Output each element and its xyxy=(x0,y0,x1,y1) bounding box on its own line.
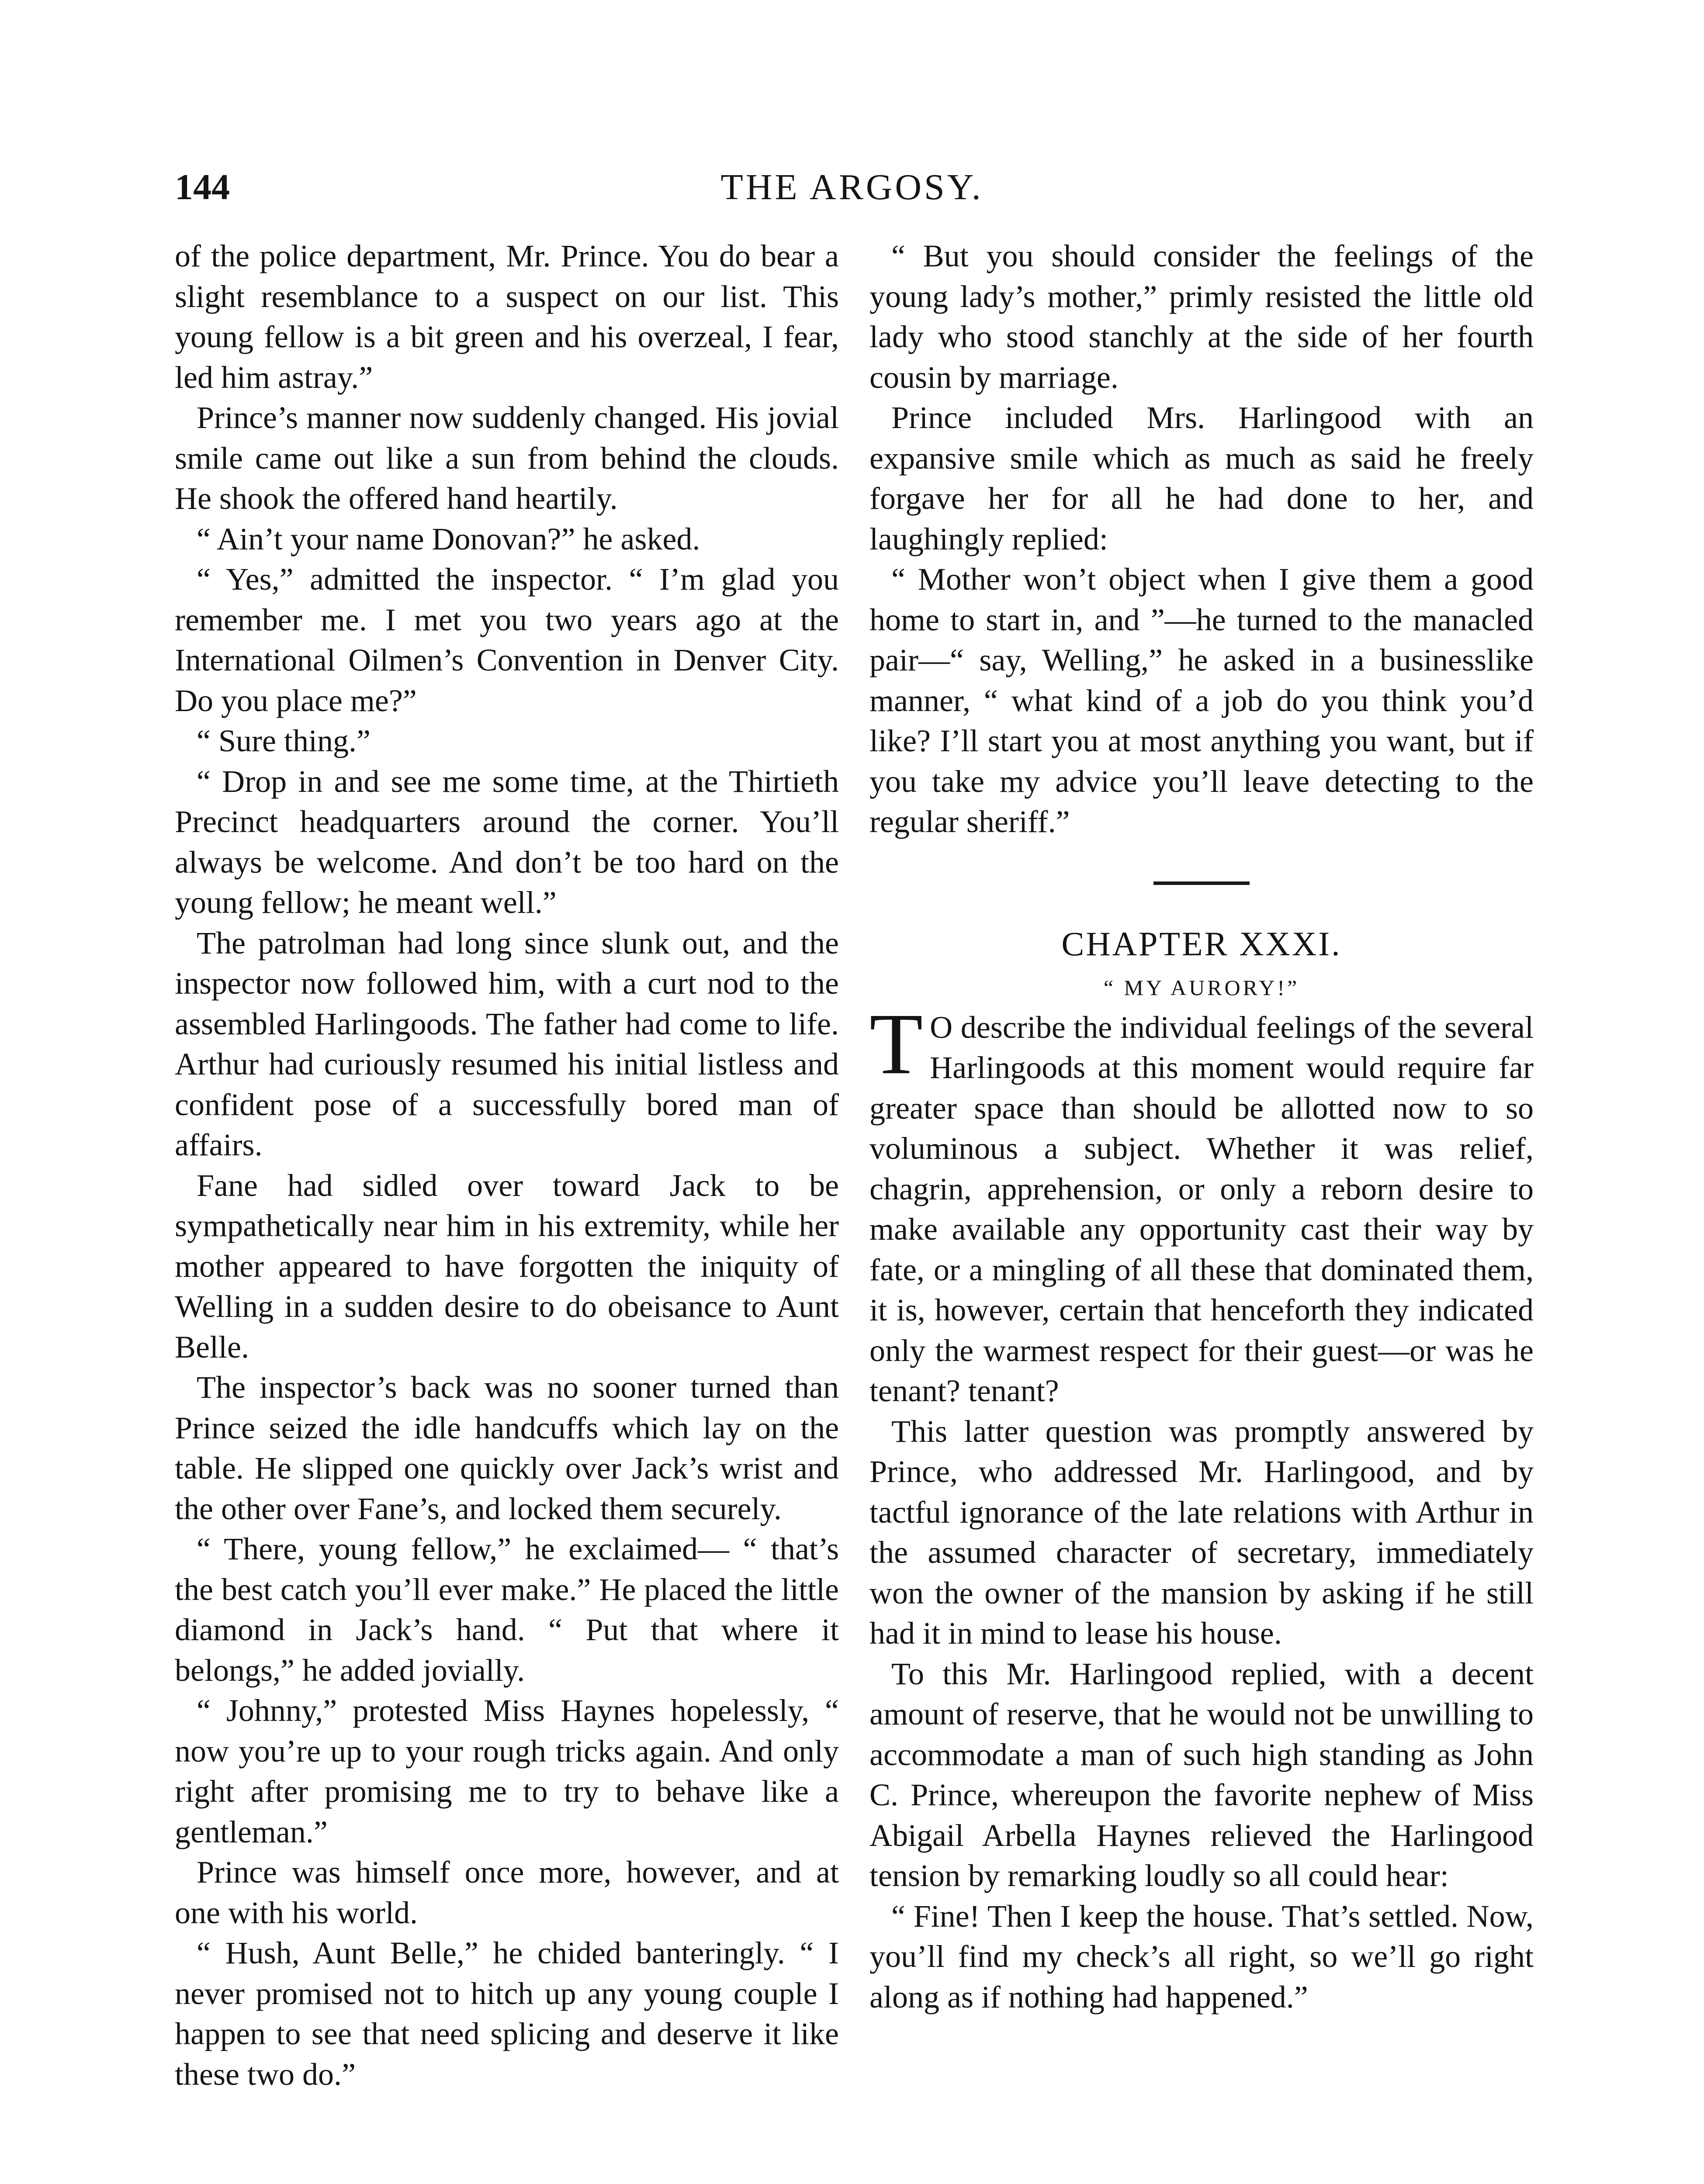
paragraph: Fane had sidled over toward Jack to be sympathetically near him in his extremity, while her mother appeared to have forgotten the iniquity of Welling in a sudden desire to do obeisance to Aunt Belle. xyxy=(175,1168,839,1365)
paragraph: The inspector’s back was no sooner turned than Prince seized the idle handcuffs which lay on the table. He slipped one quickly over Jack’s wrist and the other over Fane’s, and locked them securely. xyxy=(175,1370,839,1526)
paragraph: Prince was himself once more, however, and at one with his world. xyxy=(175,1855,839,1930)
paragraph: This latter question was promptly answered by Prince, who addressed Mr. Harlingood, and by tactful ignorance of the late relations with Arthur in the assumed character of secretary, immediately won the owner of the mansion by asking if he still had it in mind to lease his house. xyxy=(869,1413,1534,1651)
drop-cap: T xyxy=(869,995,923,1092)
paragraph: “ But you should consider the feelings of the young lady’s mother,” primly resisted the little old lady who stood stanchly at the side of her fourth cousin by marriage. xyxy=(869,238,1534,395)
paragraph: of the police department, Mr. Prince. You do bear a slight resemblance to a suspect on our list. This young fellow is a bit green and his overzeal, I fear, led him astray.” xyxy=(175,238,839,395)
chapter-subtitle: “ MY AURORY!” xyxy=(1103,975,1300,1000)
chapter-opening-paragraph xyxy=(869,995,1534,1411)
section-divider xyxy=(1153,881,1250,885)
paragraph: To this Mr. Harlingood replied, with a decent amount of reserve, that he would not be unwilling to accommodate a man of such high standing as John C. Prince, whereupon the favorite nephew of Miss Abigail Arbella Haynes relieved the Harlingood tension by remarking loudly so all could hear: xyxy=(869,1656,1534,1893)
running-title: THE ARGOSY. xyxy=(720,167,984,207)
paragraph: “ There, young fellow,” he exclaimed— “ that’s the best catch you’ll ever make.” He placed the little diamond in Jack’s hand. “ Put that where it belongs,” he added jovially. xyxy=(175,1531,839,1688)
paragraph: “ Mother won’t object when I give them a good home to start in, and ”—he turned to the manacled pair—“ say, Welling,” he asked in a businesslike manner, “ what kind of a job do you think you’d like? I’ll start you at most anything you want, but if you take my advice you’ll leave detecting to the regular sheriff.” xyxy=(869,562,1534,839)
paragraph: Prince included Mrs. Harlingood with an expansive smile which as much as said he freely forgave her for all he had done to her, and laughingly replied: xyxy=(869,400,1534,556)
opening-text: O describe the individual feelings of the several Harlingoods at this moment would require far greater space than should be allotted now to so voluminous a subject. Whether it was relief, chagrin, apprehension, or only a reborn desire to make available any opportunity cast their way by fate, or a mingling of all these that dominated them, it is, however, certain that henceforth they indicated only the warmest respect for their guest—or was he tenant? tenant? xyxy=(869,1009,1534,1408)
paragraph: “ Ain’t your name Donovan?” he asked. xyxy=(197,521,700,556)
paragraph: “ Hush, Aunt Belle,” he chided banteringly. “ I never promised not to hitch up any young couple I happen to see that need splicing and deserve it like these two do.” xyxy=(175,1935,839,2092)
paragraph: “ Johnny,” protested Miss Haynes hopelessly, “ now you’re up to your rough tricks again. And only right after promising me to try to behave like a gentleman.” xyxy=(175,1693,839,1849)
paragraph: The patrolman had long since slunk out, and the inspector now followed him, with a curt nod to the assembled Harlingoods. The father had come to life. Arthur had curiously resumed his initial listless and confident pose of a successfully bored man of affairs. xyxy=(175,925,839,1162)
paragraph: “ Yes,” admitted the inspector. “ I’m glad you remember me. I met you two years ago at the International Oilmen’s Convention in Denver City. Do you place me?” xyxy=(175,562,839,718)
page-header xyxy=(0,166,1704,218)
chapter-title: CHAPTER XXXI. xyxy=(1061,924,1342,963)
paragraph: “ Drop in and see me some time, at the Thirtieth Precinct headquarters around the corner. You’ll always be welcome. And don’t be too hard on the young fellow; he meant well.” xyxy=(175,764,839,920)
right-column xyxy=(869,236,1534,2017)
paragraph: “ Fine! Then I keep the house. That’s settled. Now, you’ll find my check’s all right, so we’ll go right along as if nothing had happened.” xyxy=(869,1898,1534,2015)
left-column xyxy=(175,236,839,2094)
paragraph: Prince’s manner now suddenly changed. His jovial smile came out like a sun from behind the clouds. He shook the offered hand heartily. xyxy=(175,400,839,516)
paragraph: “ Sure thing.” xyxy=(197,723,371,758)
page-number: 144 xyxy=(175,167,230,207)
